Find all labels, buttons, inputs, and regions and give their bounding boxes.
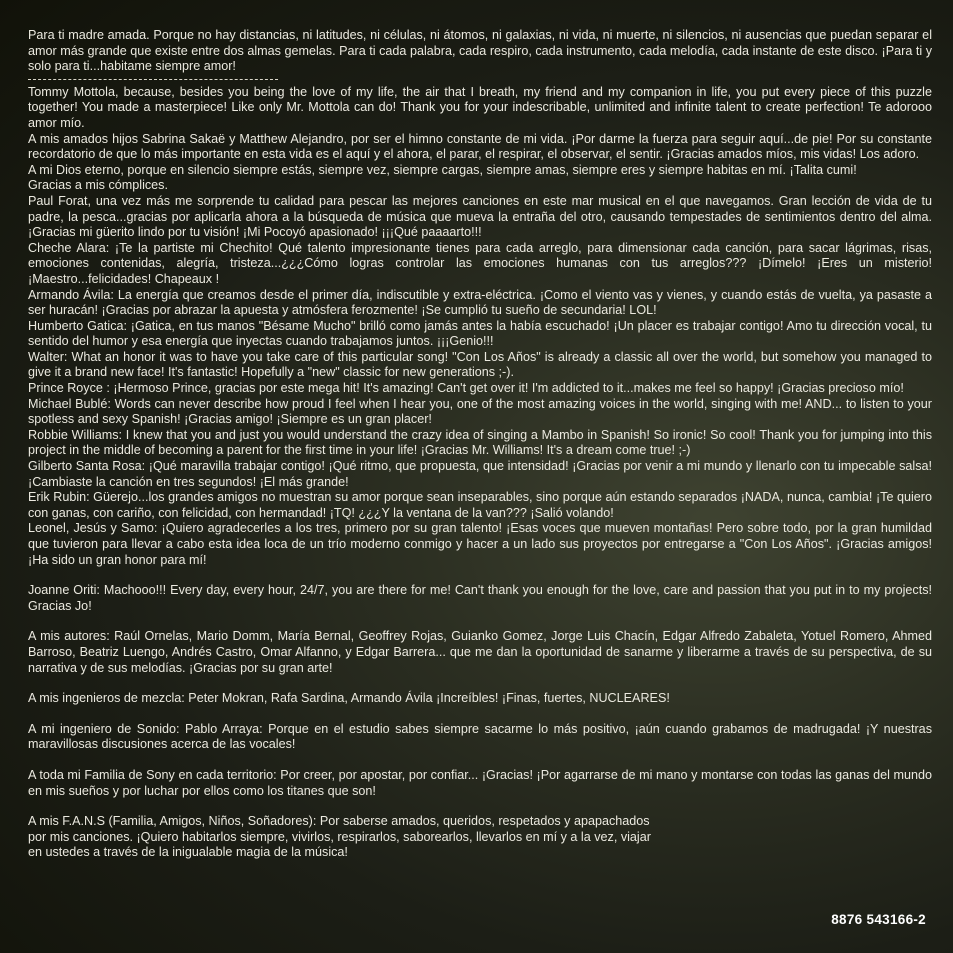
fans-line: en ustedes a través de la inigualable magia de la música! <box>28 845 348 860</box>
paragraph-gap <box>28 753 932 768</box>
thanks-paragraph: Leonel, Jesús y Samo: ¡Quiero agradecerles a los tres, primero por su gran talento! ¡Esas voces que mueven montañas! Pero sobre todo, por la gran humildad que tuvieron para llevar a cabo esta idea loca de un trío moderno conmigo y hacer a un lado sus proyectos por entregarse a "Con Los Años". ¡Gracias amigos! ¡Ha sido un gran honor para mí! <box>28 521 932 567</box>
thanks-paragraph: Gracias a mis cómplices. <box>28 178 168 193</box>
thanks-paragraph: A mi ingeniero de Sonido: Pablo Arraya: Porque en el estudio sabes siempre sacarme lo más positivo, ¡aún cuando grabamos de madrugada! ¡Y nuestras maravillosas discusiones acerca de las vocales! <box>28 721 932 752</box>
fans-line: A mis F.A.N.S (Familia, Amigos, Niños, Soñadores): Por saberse amados, queridos, respetados y apapachados <box>28 814 650 829</box>
paragraph-gap <box>28 568 932 583</box>
thanks-paragraph: Humberto Gatica: ¡Gatica, en tus manos "Bésame Mucho" brilló como jamás antes la había escuchado! ¡Un placer es trabajar contigo! Amo tu dirección vocal, tu sentido del humor y esa energía que inyectas cuando trabajamos juntos. ¡¡¡Genio!!! <box>28 318 932 349</box>
thanks-paragraph: Walter: What an honor it was to have you take care of this particular song! "Con Los Años" is already a classic all over the world, but somehow you managed to give it a brand new face! It's fantastic! Hopefully a "new" classic for new generations ;-). <box>28 349 932 380</box>
thanks-paragraph: Cheche Alara: ¡Te la partiste mi Chechito! Qué talento impresionante tienes para cada arreglo, para dimensionar cada canción, para sacar lágrimas, risas, emociones contenidas, alegría, tristeza...¿¿¿Cómo logras controlar las emociones humanas con tus arreglos??? ¡Dímelo! ¡Eres un misterio! ¡Maestro...felicidades! Chapeaux ! <box>28 240 932 286</box>
thanks-paragraph: Joanne Oriti: Machooo!!! Every day, every hour, 24/7, you are there for me! Can't thank you enough for the love, care and passion that you put in to my projects! Gracias Jo! <box>28 583 932 613</box>
thanks-paragraph: A mis ingenieros de mezcla: Peter Mokran, Rafa Sardina, Armando Ávila ¡Increíbles! ¡Finas, fuertes, NUCLEARES! <box>28 691 670 706</box>
catalog-number: 8876 543166-2 <box>831 912 926 927</box>
paragraph-gap <box>28 614 932 629</box>
thanks-paragraph: Erik Rubin: Güerejo...los grandes amigos no muestran su amor porque sean inseparables, sino porque aún estando separados ¡NADA, nunca, cambia! ¡Te quiero con ganas, con cariño, con felicidad, con hermandad! ¡TQ! ¿¿¿Y la ventana de la van??? ¡Salió volando! <box>28 490 932 520</box>
thanks-paragraph: A mis amados hijos Sabrina Sakaë y Matthew Alejandro, por ser el himno constante de mi vida. ¡Por darme la fuerza para seguir aquí...de pie! Por su constante recordatorio de que lo más importante en esta vida es el aquí y el ahora, el parar, el respirar, el observar, el sentir. ¡Gracias amados míos, mis vidas! Los adoro. <box>28 131 932 162</box>
thanks-paragraph: A mis autores: Raúl Ornelas, Mario Domm, María Bernal, Geoffrey Rojas, Guianko Gomez, Jorge Luis Chacín, Edgar Alfredo Zabaleta, Yotuel Romero, Ahmed Barroso, Beatriz Luengo, Andrés Castro, Omar Alfanno, y Edgar Barrera... que me dan la oportunidad de sanarme y liberarme a través de su perspectiva, de su narrativa y de sus melodías. ¡Gracias por su gran arte! <box>28 629 932 675</box>
paragraph-gap <box>28 799 932 814</box>
paragraph-gap <box>28 676 932 691</box>
thanks-paragraph: A mi Dios eterno, porque en silencio siempre estás, siempre vez, siempre cargas, siempre amas, siempre eres y siempre habitas en mí. ¡Talita cumi! <box>28 162 857 177</box>
thanks-paragraph: Prince Royce : ¡Hermoso Prince, gracias por este mega hit! It's amazing! Can't get over it! I'm addicted to it...makes me feel so happy! ¡Gracias precioso mío! <box>28 381 904 396</box>
thanks-paragraph: Tommy Mottola, because, besides you being the love of my life, the air that I breath, my friend and my companion in life, you put every piece of this puzzle together! You made a masterpiece! Like only Mr. Mottola can do! Thank you for your indescribable, unlimited and infinite talent to create perfection! Te adorooo amor mío. <box>28 84 932 130</box>
thanks-paragraph: Michael Bublé: Words can never describe how proud I feel when I hear you, one of the most amazing voices in the world, singing with me! AND... to listen to your spotless and sexy Spanish! ¡Gracias amigo! ¡Siempre es un gran placer! <box>28 396 932 427</box>
thanks-paragraph: Gilberto Santa Rosa: ¡Qué maravilla trabajar contigo! ¡Qué ritmo, que propuesta, que intensidad! ¡Gracias por venir a mi mundo y llenarlo con tu impecable salsa! ¡Cambiaste la canción en tres segundos! ¡El más grande! <box>28 459 932 489</box>
dashed-divider <box>28 79 278 80</box>
paragraph-gap <box>28 707 932 722</box>
fans-paragraph <box>28 814 932 861</box>
thanks-paragraph: Robbie Williams: I knew that you and just you would understand the crazy idea of singing a Mambo in Spanish! So ironic! So cool! Thank you for jumping into this project in the middle of becoming a parent for the first time in your life! ¡Gracias Mr. Williams! It's a dream come true! ;-) <box>28 427 932 458</box>
thanks-paragraph: A toda mi Familia de Sony en cada territorio: Por creer, por apostar, por confiar... ¡Gracias! ¡Por agarrarse de mi mano y montarse con todas las ganas del mundo en mis sueños y por luchar por ellos como los titanes que son! <box>28 767 932 798</box>
thanks-paragraph: Paul Forat, una vez más me sorprende tu calidad para pescar las mejores canciones en este mar musical en el que navegamos. Gran lección de vida de tu padre, la pesca...gracias por aplicarla ahora a la búsqueda de música que mueva la entraña del otro, causando tempestades de sentimientos dentro del alma. ¡Gracias mi güerito lindo por tu visión! ¡Mi Pocoyó apasionado! ¡¡¡Qué paaaarto!!! <box>28 193 932 240</box>
fans-line: por mis canciones. ¡Quiero habitarlos siempre, vivirlos, respirarlos, saborearlos, llevarlos en mí y a la vez, viajar <box>28 829 651 844</box>
dedication-mother: Para ti madre amada. Porque no hay distancias, ni latitudes, ni células, ni átomos, ni galaxias, ni vida, ni muerte, ni silencios, ni ausencias que puedan separar el amor más grande que existe entre dos almas gemelas. Para ti cada palabra, cada respiro, cada instrumento, cada melodía, cada instante de este disco. ¡Para ti y solo para ti...habitame siempre amor! <box>28 28 932 74</box>
liner-notes-text <box>28 28 932 861</box>
thanks-paragraph: Armando Ávila: La energía que creamos desde el primer día, indiscutible y extra-eléctrica. ¡Como el viento vas y vienes, y cuando estás de vuelta, ya pasaste a ser huracán! ¡Gracias por abrazar la apuesta y atmósfera ferozmente! ¡Se cumplió tu sueño de secundaria! LOL! <box>28 287 932 318</box>
